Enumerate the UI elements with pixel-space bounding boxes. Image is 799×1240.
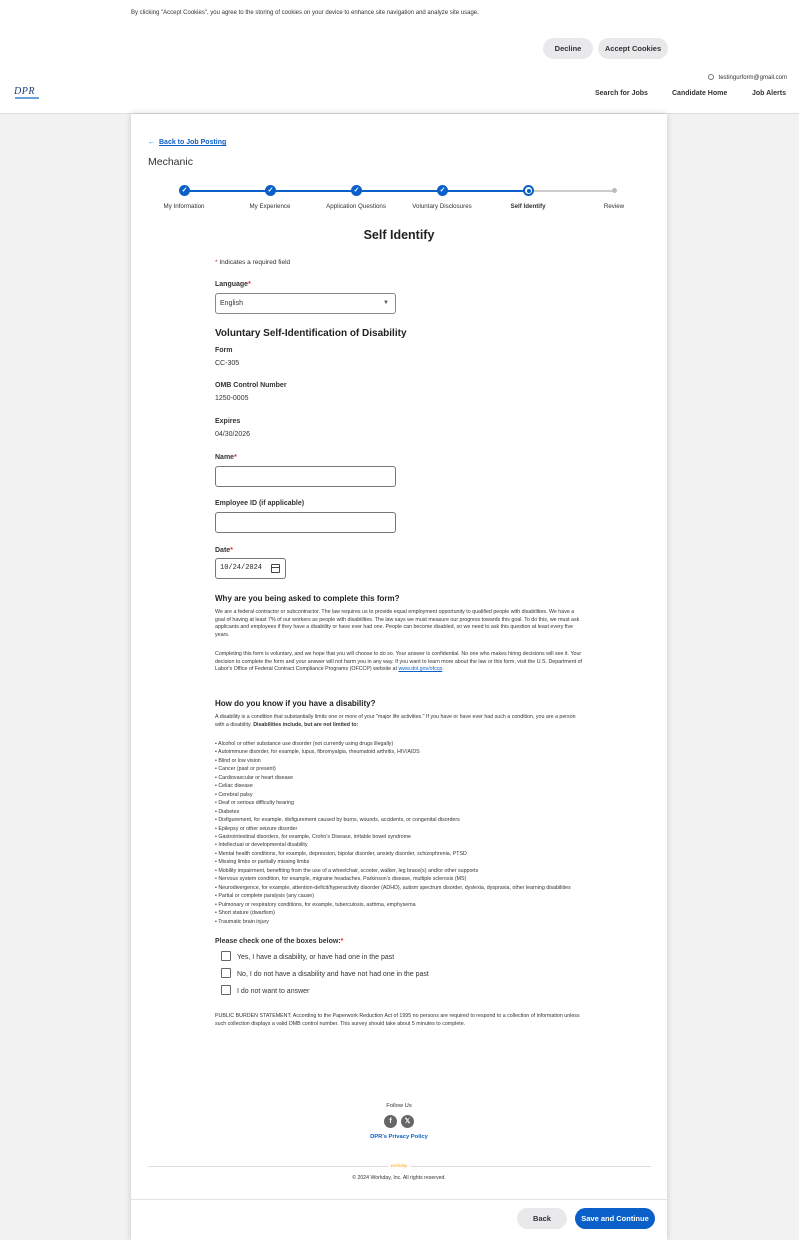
employee-id-input[interactable] — [215, 512, 396, 533]
list-item: • Partial or complete paralysis (any cause) — [215, 893, 315, 900]
list-item: • Cancer (past or present) — [215, 766, 276, 773]
list-item: • Celiac disease — [215, 783, 253, 790]
step-label-self-identify: Self Identify — [510, 203, 546, 210]
nav-job-alerts[interactable]: Job Alerts — [752, 90, 786, 97]
step-label-my-information: My Information — [163, 203, 205, 210]
how-intro: A disability is a condition that substantially limits one or more of your "major life activities." If you have or have ever had such a condition, you are a person with a disability. Disabilities include, but are not limited to: — [215, 714, 576, 728]
stepper-remaining-line — [528, 190, 614, 192]
step-label-review: Review — [603, 203, 625, 210]
choice-no-label: No, I do not have a disability and have not had one in the past — [237, 971, 429, 978]
expires-value: 04/30/2026 — [215, 431, 251, 438]
list-item: • Disfigurement, for example, disfigurement caused by burns, wounds, accidents, or congenital disorders — [215, 817, 460, 824]
choice-no[interactable] — [221, 968, 429, 978]
omb-value: 1250-0005 — [215, 395, 249, 402]
list-item: • Diabetes — [215, 808, 240, 815]
language-selected-value: English — [220, 300, 243, 307]
list-item: • Traumatic brain injury — [215, 918, 269, 925]
cookie-text: By clicking "Accept Cookies", you agree to the storing of cookies on your device to enhance site navigation and analyze site usage. — [131, 10, 479, 16]
step-label-my-experience: My Experience — [249, 203, 291, 210]
list-item: • Pulmonary or respiratory conditions, for example, tuberculosis, asthma, emphysema — [215, 901, 416, 908]
choice-no-answer-label: I do not want to answer — [237, 988, 310, 995]
list-item: • Gastrointestinal disorders, for example, Crohn's Disease, irritable bowel syndrome — [215, 833, 411, 840]
accept-cookies-button[interactable]: Accept Cookies — [598, 38, 668, 59]
date-label: Date* — [215, 547, 233, 554]
list-item: • Missing limbs or partially missing limbs — [215, 859, 310, 866]
checkbox-no-answer[interactable] — [221, 985, 231, 995]
list-item: • Nervous system condition, for example, migraine headaches, Parkinson's disease, multiple sclerosis (MS) — [215, 876, 467, 883]
disability-list — [215, 740, 587, 926]
list-item: • Alcohol or other substance use disorder (not currently using drugs illegally) — [215, 741, 394, 747]
list-item: • Short stature (dwarfism) — [215, 910, 275, 917]
required-note-text: Indicates a required field — [219, 259, 291, 266]
step-6-pending-icon — [612, 188, 617, 193]
omb-label: OMB Control Number — [215, 382, 287, 389]
dpr-logo[interactable]: DPR — [14, 86, 35, 97]
list-item: • Blind or low vision — [215, 757, 261, 764]
choices-label: Please check one of the boxes below:* — [215, 938, 344, 945]
required-asterisk: * — [215, 259, 218, 266]
copyright: © 2024 Workday, Inc. All rights reserved. — [352, 1175, 446, 1181]
list-item: • Mental health conditions, for example, depression, bipolar disorder, anxiety disorder, schizophrenia, PTSD — [215, 850, 467, 857]
job-title: Mechanic — [148, 156, 193, 168]
action-bar — [131, 1199, 667, 1240]
step-label-application-questions: Application Questions — [326, 203, 386, 210]
step-1-check-icon: ✓ — [179, 185, 190, 196]
site-header — [0, 70, 799, 114]
step-3-check-icon: ✓ — [351, 185, 362, 196]
step-4-check-icon: ✓ — [437, 185, 448, 196]
public-burden-statement: PUBLIC BURDEN STATEMENT: According to the Paperwork Reduction Act of 1995 no persons are required to respond to a collection of information unless such collection displays a valid OMB control number. This survey should take about 5 minutes to complete. — [215, 1013, 580, 1027]
choice-no-answer[interactable] — [221, 985, 309, 995]
date-input[interactable] — [215, 558, 286, 579]
list-item: • Cerebral palsy — [215, 791, 253, 798]
step-2-check-icon: ✓ — [265, 185, 276, 196]
ofccp-link[interactable]: www.dol.gov/ofccp — [398, 666, 443, 673]
user-icon — [708, 74, 714, 80]
back-button[interactable]: Back — [517, 1208, 567, 1229]
list-item: • Mobility impairment, benefiting from the use of a wheelchair, scooter, walker, leg brace(s) and/or other supports — [215, 867, 479, 874]
calendar-icon[interactable] — [271, 564, 280, 573]
form-label: Form — [215, 347, 233, 354]
nav-search-for-jobs[interactable]: Search for Jobs — [595, 90, 648, 97]
form-value: CC-305 — [215, 360, 240, 367]
privacy-policy-link[interactable]: DPR's Privacy Policy — [370, 1134, 428, 1140]
step-label-voluntary-disclosures: Voluntary Disclosures — [412, 203, 472, 210]
date-value: 10/24/2024 — [220, 564, 263, 572]
user-account[interactable] — [708, 74, 787, 81]
choice-yes[interactable] — [221, 951, 394, 961]
caret-down-icon: ▼ — [383, 300, 389, 306]
why-section-title: Why are you being asked to complete this form? — [215, 594, 400, 603]
list-item: • Intellectual or developmental disability — [215, 842, 308, 849]
list-item: • Cardiovascular or heart disease — [215, 774, 294, 781]
cookie-banner — [0, 0, 799, 70]
list-item: • Deaf or serious difficulty hearing — [215, 800, 294, 807]
language-label: Language* — [215, 281, 251, 288]
name-label: Name* — [215, 454, 237, 461]
disability-section-title: Voluntary Self-Identification of Disability — [215, 328, 407, 339]
list-item: • Epilepsy or other seizure disorder — [215, 825, 298, 832]
logo-underline — [15, 97, 39, 99]
list-item: • Autoimmune disorder, for example, lupus, fibromyalgia, rheumatoid arthritis, HIV/AIDS — [215, 749, 420, 756]
how-section-title: How do you know if you have a disability? — [215, 699, 376, 708]
why-paragraph-1: We are a federal contractor or subcontractor. The law requires us to provide equal employment opportunity to qualified people with disabilities. We have a goal of having at least 7% of our workers as people with disabilities. The law says we must measure our progress towards this goal. To do this, we must ask applicants and employees if they have a disability or have ever had one. People can become disabled, so we need to ask this question at least every five years. — [215, 609, 580, 638]
page-title: Self Identify — [363, 228, 435, 242]
checkbox-no[interactable] — [221, 968, 231, 978]
employee-id-label: Employee ID (if applicable) — [215, 500, 305, 507]
workday-logo: workday — [131, 1163, 667, 1168]
back-to-job-posting-link[interactable] — [148, 139, 226, 146]
why-paragraph-2: Completing this form is voluntary, and we hope that you will choose to do so. Your answer is confidential. No one who makes hiring decisions will see it. Your decision to complete the form and your answer will not harm you in any way. If you want to learn more about the law or this form, visit the U.S. Department of Labor's Office of Federal Contract Compliance Programs (OFCCP) website at www.dol.gov/ofccp. — [215, 651, 583, 673]
language-select[interactable] — [215, 293, 396, 314]
arrow-left-icon: ← — [148, 139, 155, 146]
decline-cookies-button[interactable]: Decline — [543, 38, 593, 59]
checkbox-yes[interactable] — [221, 951, 231, 961]
expires-label: Expires — [215, 418, 241, 425]
list-item: • Neurodivergence, for example, attention-deficit/hyperactivity disorder (ADHD), autism spectrum disorder, dyslexia, dyspraxia, other learning disabilities — [215, 884, 571, 891]
back-link-label: Back to Job Posting — [159, 139, 227, 146]
save-and-continue-button[interactable]: Save and Continue — [575, 1208, 655, 1229]
follow-us-label: Follow Us — [386, 1103, 412, 1109]
application-card — [131, 114, 667, 1240]
name-input[interactable] — [215, 466, 396, 487]
nav-candidate-home[interactable]: Candidate Home — [672, 90, 728, 97]
user-email: testingurform@gmail.com — [718, 75, 787, 81]
step-5-current-icon — [523, 185, 534, 196]
choice-yes-label: Yes, I have a disability, or have had one in the past — [237, 954, 395, 961]
facebook-icon[interactable]: f — [384, 1115, 397, 1128]
required-field-note — [215, 259, 290, 266]
x-twitter-icon[interactable]: 𝕏 — [401, 1115, 414, 1128]
